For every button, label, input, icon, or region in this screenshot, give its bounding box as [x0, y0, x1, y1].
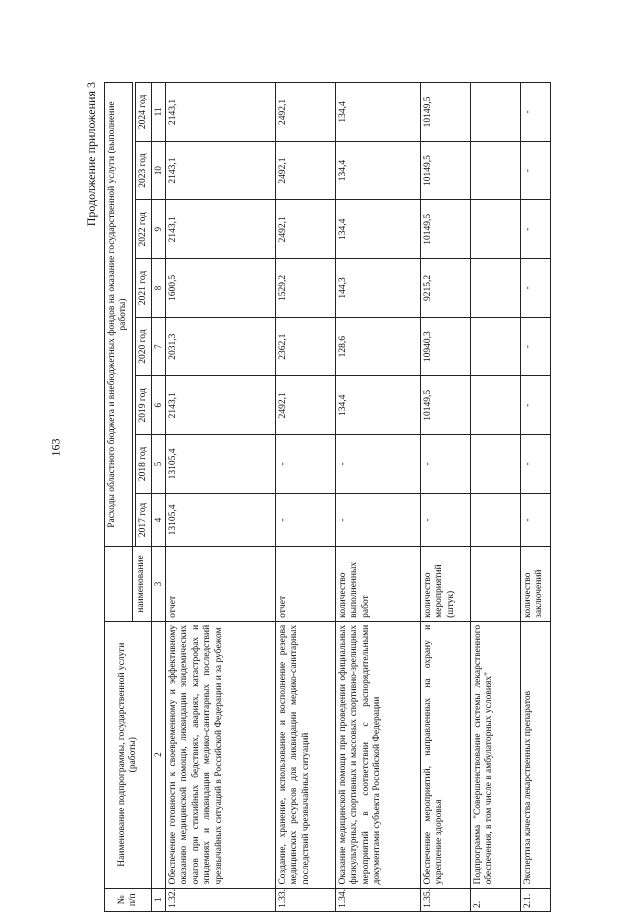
header-year: 2019 год	[135, 376, 151, 435]
row-value: 13105,4	[165, 493, 275, 546]
row-value: 144,3	[335, 259, 420, 318]
rotated-page-content	[84, 72, 640, 912]
row-value: 134,4	[335, 376, 420, 435]
row-name: Создание, хранение, использование и восполнение резерва медицинских ресурсов для ликвидации медико-санитарных последствий чрезвычайных ситуаций	[275, 621, 335, 888]
table-row	[520, 83, 550, 912]
row-value	[470, 141, 520, 200]
row-value: -	[520, 493, 550, 546]
header-year: 2018 год	[135, 435, 151, 494]
row-name: Обеспечение готовности к своевременному и эффективному оказанию медицинской помощи, ликвидации эпидемических очагов при стихийных бедствиях, авариях, катастрофах и эпидемиях и ликвидация медико-санитарных последствий чрезвычайных ситуаций в Российской Федерации и за рубежом	[165, 621, 275, 888]
column-number: 1	[152, 888, 166, 911]
row-no: 1.33.	[275, 888, 335, 911]
header-expenses: Расходы областного бюджета и внебюджетных фондов на оказание государственной услуги (выполнение работы)	[105, 83, 133, 547]
header-year: 2020 год	[135, 317, 151, 376]
row-value: 9215,2	[420, 259, 470, 318]
header-year: 2024 год	[135, 83, 151, 142]
row-value	[470, 376, 520, 435]
row-indicator: количество выполненных работ	[335, 547, 420, 622]
table-row	[275, 83, 335, 912]
row-value	[470, 259, 520, 318]
column-number: 7	[152, 317, 166, 376]
row-value: 2492,1	[275, 83, 335, 142]
row-value	[470, 435, 520, 494]
column-number: 4	[152, 493, 166, 546]
appendix-title: Продолжение приложения 3	[84, 82, 98, 227]
row-value: -	[520, 259, 550, 318]
header-year: 2023 год	[135, 141, 151, 200]
row-value: 134,4	[335, 83, 420, 142]
header-year: 2022 год	[135, 200, 151, 259]
row-value: 1529,2	[275, 259, 335, 318]
row-value: 2143,1	[165, 376, 275, 435]
column-number: 10	[152, 141, 166, 200]
row-value	[470, 493, 520, 546]
page-number: 163	[48, 438, 63, 457]
column-number: 6	[152, 376, 166, 435]
row-value: 134,4	[335, 200, 420, 259]
column-number: 11	[152, 83, 166, 142]
row-value: -	[520, 317, 550, 376]
row-name: Подпрограмма "Совершенствование системы лекарственного обеспечения, в том числе в амбулаторных условиях"	[470, 621, 520, 888]
row-value: 2492,1	[275, 200, 335, 259]
header-indicator-name: наименование	[132, 547, 151, 622]
table-row	[420, 83, 470, 912]
row-value: -	[520, 435, 550, 494]
row-value: 2492,1	[275, 376, 335, 435]
row-value: 1600,5	[165, 259, 275, 318]
row-value: -	[520, 200, 550, 259]
row-value: 134,4	[335, 141, 420, 200]
row-value	[470, 200, 520, 259]
row-indicator: отчет	[165, 547, 275, 622]
row-value: -	[420, 435, 470, 494]
table-row	[335, 83, 420, 912]
row-value: 10149,5	[420, 200, 470, 259]
row-value: 2362,1	[275, 317, 335, 376]
row-value: 128,6	[335, 317, 420, 376]
header-year: 2021 год	[135, 259, 151, 318]
row-no: 1.34.	[335, 888, 420, 911]
row-name: Экспертиза качества лекарственных препаратов	[520, 621, 550, 888]
row-value	[470, 317, 520, 376]
row-value: 2031,3	[165, 317, 275, 376]
row-indicator: количество мероприятий (штук)	[420, 547, 470, 622]
column-number: 9	[152, 200, 166, 259]
row-no: 1.32.	[165, 888, 275, 911]
row-value: -	[520, 376, 550, 435]
row-value: 10149,5	[420, 83, 470, 142]
column-number: 5	[152, 435, 166, 494]
row-no: 2.	[470, 888, 520, 911]
row-value: -	[520, 141, 550, 200]
table-row	[165, 83, 275, 912]
row-value: -	[275, 493, 335, 546]
row-value: 10940,3	[420, 317, 470, 376]
row-value: 2143,1	[165, 83, 275, 142]
row-value: -	[520, 83, 550, 142]
row-value: -	[420, 493, 470, 546]
header-year: 2017 год	[135, 493, 151, 546]
row-no: 1.35.	[420, 888, 470, 911]
row-no: 2.1.	[520, 888, 550, 911]
row-value: 10149,5	[420, 141, 470, 200]
expenses-table	[104, 82, 551, 912]
row-name: Обеспечение мероприятий, направленных на охрану и укрепление здоровья	[420, 621, 470, 888]
row-value: 2492,1	[275, 141, 335, 200]
row-indicator: отчет	[275, 547, 335, 622]
table-row	[470, 83, 520, 912]
row-value: 13105,4	[165, 435, 275, 494]
header-no: № п/п	[105, 888, 152, 911]
row-value: 10149,5	[420, 376, 470, 435]
column-number: 3	[152, 547, 166, 622]
row-value: -	[335, 435, 420, 494]
row-value: -	[335, 493, 420, 546]
row-indicator: количество заключений	[520, 547, 550, 622]
column-number: 8	[152, 259, 166, 318]
header-name: Наименование подпрограммы, государственной услуги (работы)	[105, 621, 152, 888]
row-indicator	[470, 547, 520, 622]
row-value: -	[275, 435, 335, 494]
header-indicator-group	[105, 547, 133, 622]
row-value: 2143,1	[165, 141, 275, 200]
row-value	[470, 83, 520, 142]
row-value: 2143,1	[165, 200, 275, 259]
row-name: Оказание медицинской помощи при проведении официальных физкультурных, спортивных и массовых спортивно-зрелищных мероприятий в соответствии с распорядительными документами субъекта Российской Федерации	[335, 621, 420, 888]
column-number: 2	[152, 621, 166, 888]
